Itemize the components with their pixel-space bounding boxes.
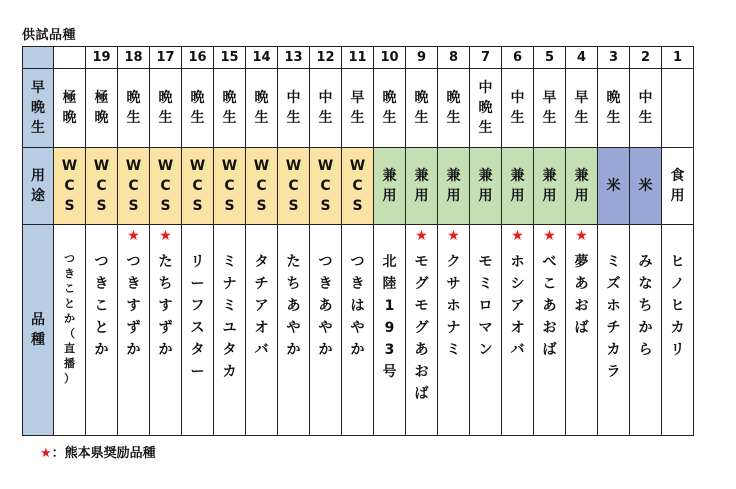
star-icon: ★ (575, 228, 588, 244)
variety-name-cell (630, 225, 662, 436)
use-cell: 兼 用 (470, 148, 502, 225)
maturity-cell: 極 晩 (54, 69, 86, 148)
use-cell: 兼 用 (374, 148, 406, 225)
maturity-cell: 晩 生 (438, 69, 470, 148)
column-number: 16 (182, 47, 214, 69)
row-label-use: 用 途 (23, 148, 54, 225)
maturity-cell: 早 生 (342, 69, 374, 148)
maturity-cell: 晩 生 (246, 69, 278, 148)
variety-name: 北 陸 1 9 3 号 (382, 254, 397, 380)
variety-name: モ グ モ グ あ お ば (414, 254, 429, 402)
column-number: 18 (118, 47, 150, 69)
maturity-cell: 中 生 (310, 69, 342, 148)
use-cell: W C S (214, 148, 246, 225)
star-icon: ★ (415, 228, 428, 244)
variety-name: モ ミ ロ マ ン (478, 254, 493, 358)
star-icon: ★ (511, 228, 524, 244)
star-icon: ★ (447, 228, 460, 244)
variety-name: た ち す ず か (158, 254, 173, 358)
use-cell: 兼 用 (438, 148, 470, 225)
variety-name-cell (150, 225, 182, 436)
row-label-variety: 品 種 (23, 225, 54, 436)
variety-name: み な ち か ら (638, 254, 653, 358)
variety-name-cell (534, 225, 566, 436)
maturity-cell: 早 生 (566, 69, 598, 148)
variety-table (22, 46, 694, 436)
maturity-cell: 晩 生 (182, 69, 214, 148)
maturity-cell: 晩 生 (406, 69, 438, 148)
use-cell: W C S (182, 148, 214, 225)
use-cell: W C S (246, 148, 278, 225)
legend (40, 442, 156, 461)
variety-name: つ き す ず か (126, 254, 141, 358)
corner-cell (23, 47, 54, 69)
use-cell: 兼 用 (534, 148, 566, 225)
variety-name-cell (598, 225, 630, 436)
column-number: 13 (278, 47, 310, 69)
variety-name-cell (470, 225, 502, 436)
variety-name: 夢 あ お ば (574, 254, 589, 336)
column-number: 14 (246, 47, 278, 69)
variety-name: つ き こ と か (94, 254, 109, 358)
use-cell: W C S (118, 148, 150, 225)
maturity-cell: 晩 生 (150, 69, 182, 148)
column-number: 9 (406, 47, 438, 69)
use-cell: W C S (342, 148, 374, 225)
variety-name-cell (662, 225, 694, 436)
variety-name-cell (118, 225, 150, 436)
variety-name: た ち あ や か (286, 254, 301, 358)
use-cell: W C S (54, 148, 86, 225)
variety-name: ホ シ ア オ バ (510, 254, 525, 358)
maturity-cell: 極 晩 (86, 69, 118, 148)
legend-text: ：熊本県奨励品種 (51, 446, 156, 461)
variety-name-cell (502, 225, 534, 436)
column-number: 19 (86, 47, 118, 69)
use-cell: 米 (630, 148, 662, 225)
variety-name-cell (214, 225, 246, 436)
variety-name-cell (566, 225, 598, 436)
star-icon: ★ (543, 228, 556, 244)
use-cell: W C S (310, 148, 342, 225)
variety-name-cell (182, 225, 214, 436)
column-number: 8 (438, 47, 470, 69)
column-number: 3 (598, 47, 630, 69)
variety-name: タ チ ア オ バ (254, 254, 269, 358)
variety-name-cell (54, 225, 86, 436)
variety-name-cell (278, 225, 310, 436)
table-title: 供試品種 (22, 28, 77, 43)
use-cell: 兼 用 (502, 148, 534, 225)
maturity-cell: 晩 生 (374, 69, 406, 148)
column-number: 2 (630, 47, 662, 69)
star-icon: ★ (40, 446, 52, 461)
variety-name: つ き は や か (350, 254, 365, 358)
maturity-cell (662, 69, 694, 148)
maturity-cell: 中 生 (278, 69, 310, 148)
variety-name: べ こ あ お ば (542, 254, 557, 358)
maturity-cell: 晩 生 (118, 69, 150, 148)
maturity-cell: 晩 生 (214, 69, 246, 148)
variety-name: ヒ ノ ヒ カ リ (670, 254, 685, 358)
maturity-cell: 早 生 (534, 69, 566, 148)
use-cell: 兼 用 (406, 148, 438, 225)
use-cell: 米 (598, 148, 630, 225)
column-number: 11 (342, 47, 374, 69)
use-cell: W C S (150, 148, 182, 225)
maturity-cell: 中 生 (502, 69, 534, 148)
variety-name: ミ ズ ホ チ カ ラ (606, 254, 621, 380)
star-icon: ★ (159, 228, 172, 244)
column-number: 12 (310, 47, 342, 69)
column-number: 15 (214, 47, 246, 69)
row-label-maturity: 早 晩 生 (23, 69, 54, 148)
variety-name-cell (438, 225, 470, 436)
column-number: 10 (374, 47, 406, 69)
variety-name-cell (342, 225, 374, 436)
column-number: 7 (470, 47, 502, 69)
variety-name-cell (246, 225, 278, 436)
use-cell: 食 用 (662, 148, 694, 225)
variety-name: つ き こ と か （ 直 播 ） (64, 252, 75, 385)
variety-name-cell (406, 225, 438, 436)
variety-name-cell (86, 225, 118, 436)
variety-name: つ き あ や か (318, 254, 333, 358)
maturity-cell: 中 晩 生 (470, 69, 502, 148)
maturity-cell: 中 生 (630, 69, 662, 148)
column-number: 6 (502, 47, 534, 69)
use-cell: W C S (86, 148, 118, 225)
star-icon: ★ (127, 228, 140, 244)
column-number: 17 (150, 47, 182, 69)
variety-name-cell (310, 225, 342, 436)
variety-name: ク サ ホ ナ ミ (446, 254, 461, 358)
column-number: 4 (566, 47, 598, 69)
variety-name: リ ー フ ス タ ー (190, 254, 205, 380)
use-cell: 兼 用 (566, 148, 598, 225)
column-number: 5 (534, 47, 566, 69)
use-cell: W C S (278, 148, 310, 225)
variety-name: ミ ナ ミ ユ タ カ (222, 254, 237, 380)
variety-name-cell (374, 225, 406, 436)
column-number: 1 (662, 47, 694, 69)
maturity-cell: 晩 生 (598, 69, 630, 148)
column-number (54, 47, 86, 69)
